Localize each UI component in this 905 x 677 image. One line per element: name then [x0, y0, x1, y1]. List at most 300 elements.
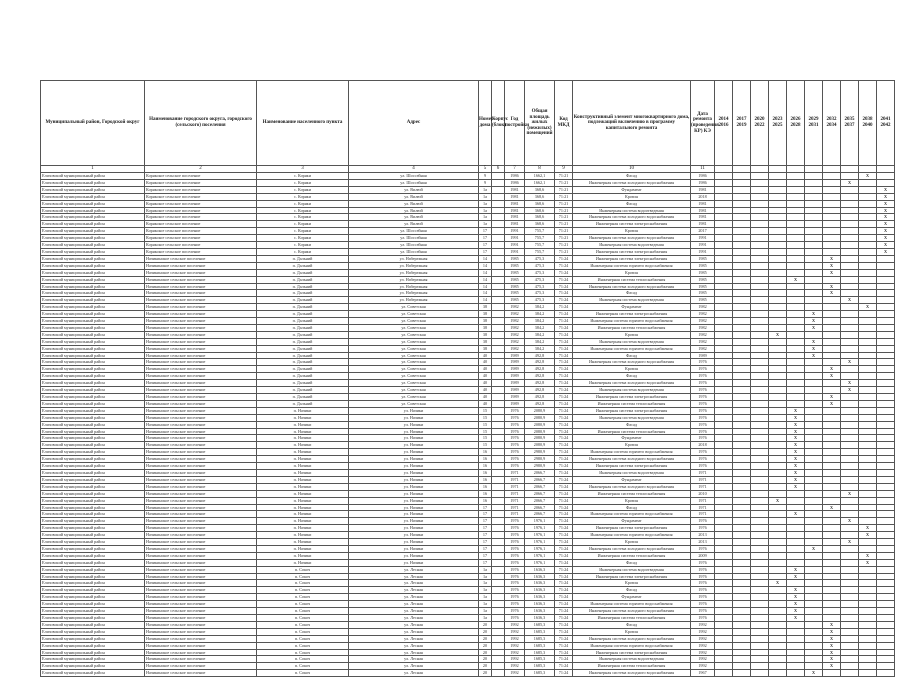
cell-municipality: Елизовский муниципальный район	[41, 380, 145, 387]
period-mark-3	[751, 483, 769, 490]
cell-locality: с. Коряки	[257, 214, 349, 221]
period-mark-1	[715, 504, 733, 511]
cell-last-repair-date: 1981	[691, 207, 715, 214]
cell-structural-element: Инженерная система горячего водоснабжения	[573, 511, 691, 518]
cell-locality: п. Дальний	[257, 338, 349, 345]
period-mark-5	[787, 635, 805, 642]
table-row	[41, 228, 895, 235]
cell-settlement: Начикинское сельское поселение	[145, 587, 257, 594]
cell-locality: п. Начики	[257, 539, 349, 546]
period-mark-1	[715, 573, 733, 580]
cell-locality: п. Сокоч	[257, 621, 349, 628]
cell-total-area: 1636,3	[525, 566, 555, 573]
period-mark-9	[859, 449, 877, 456]
period-mark-2	[733, 297, 751, 304]
period-mark-8	[841, 248, 859, 255]
period-mark-4	[769, 628, 787, 635]
cell-mkd-code: 71:21	[555, 173, 573, 180]
cell-total-area: 1685,3	[525, 663, 555, 670]
period-mark-1	[715, 552, 733, 559]
cell-house-number: 14	[479, 269, 492, 276]
cell-house-number: 17	[479, 532, 492, 539]
period-mark-6	[805, 566, 823, 573]
period-mark-7	[823, 331, 841, 338]
period-mark-3	[751, 352, 769, 359]
period-mark-6	[805, 235, 823, 242]
cell-structural-element: Инженерная система электроснабжения	[573, 573, 691, 580]
cell-locality: п. Дальний	[257, 394, 349, 401]
period-mark-7	[823, 587, 841, 594]
cell-structural-element: Инженерная система водоотведения	[573, 656, 691, 663]
period-mark-4	[769, 573, 787, 580]
period-mark-7	[823, 193, 841, 200]
period-mark-4	[769, 387, 787, 394]
cell-mkd-code: 71:21	[555, 214, 573, 221]
cell-municipality: Елизовский муниципальный район	[41, 663, 145, 670]
cell-last-repair-date: 1982	[691, 331, 715, 338]
cell-municipality: Елизовский муниципальный район	[41, 511, 145, 518]
period-mark-8	[841, 290, 859, 297]
cell-building	[492, 324, 505, 331]
period-mark-2	[733, 635, 751, 642]
period-mark-7	[823, 186, 841, 193]
period-mark-7	[823, 421, 841, 428]
period-mark-9	[859, 345, 877, 352]
period-mark-6: X	[805, 345, 823, 352]
period-mark-9	[859, 380, 877, 387]
cell-structural-element: Фасад	[573, 290, 691, 297]
cell-total-area: 368,6	[525, 214, 555, 221]
cell-address: ул. Начики	[349, 545, 479, 552]
period-mark-8	[841, 400, 859, 407]
cell-total-area: 368,6	[525, 200, 555, 207]
period-mark-10	[877, 366, 895, 373]
period-mark-6	[805, 373, 823, 380]
cell-municipality: Елизовский муниципальный район	[41, 193, 145, 200]
cell-year-built: 1971	[505, 476, 525, 483]
period-mark-8	[841, 525, 859, 532]
cell-total-area: 492,8	[525, 352, 555, 359]
period-mark-10	[877, 642, 895, 649]
period-mark-5: X	[787, 442, 805, 449]
cell-last-repair-date: 1976	[691, 407, 715, 414]
cell-year-built: 1989	[505, 352, 525, 359]
cell-municipality: Елизовский муниципальный район	[41, 242, 145, 249]
period-mark-4	[769, 435, 787, 442]
cell-year-built: 1976	[505, 601, 525, 608]
cell-locality: п. Сокоч	[257, 656, 349, 663]
period-mark-7: X	[823, 283, 841, 290]
cell-locality: п. Дальний	[257, 283, 349, 290]
cell-settlement: Начикинское сельское поселение	[145, 324, 257, 331]
cell-address: ул. Лесная	[349, 573, 479, 580]
period-mark-7	[823, 442, 841, 449]
period-mark-1	[715, 476, 733, 483]
cell-address: ул. Лесная	[349, 566, 479, 573]
cell-municipality: Елизовский муниципальный район	[41, 449, 145, 456]
cell-settlement: Корякское сельское поселение	[145, 214, 257, 221]
period-mark-3	[751, 594, 769, 601]
period-mark-1	[715, 580, 733, 587]
period-mark-7	[823, 311, 841, 318]
cell-mkd-code: 71:21	[555, 221, 573, 228]
cell-locality: п. Дальний	[257, 345, 349, 352]
period-mark-10	[877, 476, 895, 483]
table-row	[41, 221, 895, 228]
table-row	[41, 442, 895, 449]
period-mark-4	[769, 456, 787, 463]
cell-total-area: 492,8	[525, 373, 555, 380]
table-row	[41, 242, 895, 249]
period-mark-7	[823, 359, 841, 366]
cell-mkd-code: 71:21	[555, 179, 573, 186]
period-mark-5: X	[787, 594, 805, 601]
period-mark-7	[823, 428, 841, 435]
period-mark-2	[733, 566, 751, 573]
cell-last-repair-date: 1982	[691, 318, 715, 325]
cell-last-repair-date: 1992	[691, 635, 715, 642]
period-mark-2	[733, 394, 751, 401]
cell-locality: п. Дальний	[257, 262, 349, 269]
period-mark-1	[715, 345, 733, 352]
cell-municipality: Елизовский муниципальный район	[41, 601, 145, 608]
period-mark-7	[823, 248, 841, 255]
period-mark-3	[751, 242, 769, 249]
cell-house-number: 17	[479, 518, 492, 525]
header-period-6: 2029 2031	[805, 81, 823, 166]
cell-locality: п. Начики	[257, 435, 349, 442]
column-number	[769, 166, 787, 173]
cell-last-repair-date: 1992	[691, 649, 715, 656]
cell-year-built: 1991	[505, 228, 525, 235]
period-mark-2	[733, 331, 751, 338]
period-mark-3	[751, 186, 769, 193]
cell-address: ул. Советская	[349, 338, 479, 345]
period-mark-1	[715, 311, 733, 318]
cell-mkd-code: 71:24	[555, 456, 573, 463]
period-mark-5: X	[787, 449, 805, 456]
period-mark-6	[805, 297, 823, 304]
column-number: 11	[691, 166, 715, 173]
cell-locality: п. Дальний	[257, 324, 349, 331]
period-mark-5	[787, 214, 805, 221]
period-mark-5	[787, 552, 805, 559]
cell-house-number: 1а	[479, 587, 492, 594]
cell-mkd-code: 71:24	[555, 511, 573, 518]
period-mark-1	[715, 566, 733, 573]
cell-settlement: Начикинское сельское поселение	[145, 380, 257, 387]
cell-year-built: 1992	[505, 649, 525, 656]
period-mark-7: X	[823, 269, 841, 276]
period-mark-6	[805, 242, 823, 249]
cell-total-area: 384,2	[525, 338, 555, 345]
period-mark-5	[787, 173, 805, 180]
cell-mkd-code: 71:24	[555, 635, 573, 642]
cell-house-number: 20	[479, 649, 492, 656]
cell-house-number: 40	[479, 373, 492, 380]
cell-house-number: 14	[479, 290, 492, 297]
table-row	[41, 449, 895, 456]
cell-locality: п. Дальний	[257, 387, 349, 394]
cell-building	[492, 400, 505, 407]
cell-mkd-code: 71:24	[555, 476, 573, 483]
cell-year-built: 1992	[505, 663, 525, 670]
period-mark-8	[841, 283, 859, 290]
cell-structural-element: Инженерная система горячего водоснабжения	[573, 345, 691, 352]
period-mark-1	[715, 483, 733, 490]
period-mark-8	[841, 580, 859, 587]
cell-address: ул. Начики	[349, 483, 479, 490]
cell-mkd-code: 71:24	[555, 656, 573, 663]
cell-municipality: Елизовский муниципальный район	[41, 228, 145, 235]
cell-year-built: 1981	[505, 200, 525, 207]
column-number: 10	[573, 166, 691, 173]
period-mark-1	[715, 331, 733, 338]
period-mark-6	[805, 580, 823, 587]
cell-locality: п. Начики	[257, 469, 349, 476]
period-mark-1	[715, 228, 733, 235]
cell-address: ул. Лесная	[349, 621, 479, 628]
period-mark-4	[769, 649, 787, 656]
cell-address: ул. Лесная	[349, 649, 479, 656]
period-mark-5	[787, 518, 805, 525]
period-mark-3	[751, 387, 769, 394]
table-row	[41, 490, 895, 497]
cell-structural-element: Инженерная система водоотведения	[573, 387, 691, 394]
period-mark-7: X	[823, 649, 841, 656]
period-mark-2	[733, 539, 751, 546]
cell-house-number: 20	[479, 635, 492, 642]
cell-address: ул. Начики	[349, 497, 479, 504]
period-mark-3	[751, 628, 769, 635]
period-mark-5	[787, 235, 805, 242]
period-mark-3	[751, 525, 769, 532]
period-mark-10	[877, 283, 895, 290]
cell-last-repair-date: 1981	[691, 214, 715, 221]
cell-address: ул. Набережная	[349, 290, 479, 297]
column-number: 6	[492, 166, 505, 173]
cell-mkd-code: 71:24	[555, 587, 573, 594]
period-mark-5	[787, 269, 805, 276]
cell-last-repair-date: 2018	[691, 442, 715, 449]
period-mark-1	[715, 601, 733, 608]
period-mark-1	[715, 628, 733, 635]
cell-mkd-code: 71:24	[555, 670, 573, 677]
cell-total-area: 1976,1	[525, 525, 555, 532]
cell-total-area: 1636,3	[525, 615, 555, 622]
period-mark-8: X	[841, 539, 859, 546]
cell-house-number: 1а	[479, 207, 492, 214]
period-mark-3	[751, 615, 769, 622]
cell-address: ул. Начики	[349, 490, 479, 497]
cell-structural-element: Инженерная система холодного водоснабжения	[573, 380, 691, 387]
period-mark-7	[823, 304, 841, 311]
cell-total-area: 2980,9	[525, 463, 555, 470]
period-mark-6	[805, 193, 823, 200]
period-mark-2	[733, 207, 751, 214]
period-mark-3	[751, 248, 769, 255]
period-mark-6	[805, 476, 823, 483]
cell-locality: п. Сокоч	[257, 649, 349, 656]
cell-structural-element: Инженерная система горячего водоснабжения	[573, 262, 691, 269]
period-mark-6	[805, 490, 823, 497]
cell-building	[492, 442, 505, 449]
period-mark-8	[841, 311, 859, 318]
period-mark-5	[787, 193, 805, 200]
period-mark-9	[859, 387, 877, 394]
cell-locality: п. Дальний	[257, 304, 349, 311]
period-mark-1	[715, 539, 733, 546]
cell-settlement: Начикинское сельское поселение	[145, 483, 257, 490]
cell-year-built: 1985	[505, 269, 525, 276]
cell-building	[492, 539, 505, 546]
period-mark-1	[715, 559, 733, 566]
table-row	[41, 539, 895, 546]
cell-year-built: 1971	[505, 504, 525, 511]
cell-total-area: 492,8	[525, 366, 555, 373]
period-mark-5	[787, 186, 805, 193]
cell-building	[492, 545, 505, 552]
period-mark-9	[859, 601, 877, 608]
cell-building	[492, 221, 505, 228]
period-mark-7: X	[823, 628, 841, 635]
cell-settlement: Начикинское сельское поселение	[145, 670, 257, 677]
cell-mkd-code: 71:24	[555, 552, 573, 559]
period-mark-10	[877, 628, 895, 635]
cell-house-number: 38	[479, 331, 492, 338]
cell-settlement: Начикинское сельское поселение	[145, 525, 257, 532]
period-mark-5	[787, 359, 805, 366]
cell-address: ул. Набережная	[349, 269, 479, 276]
period-mark-1	[715, 297, 733, 304]
header-structural-element: Конструктивный элемент многоквартирного дома, подлежащий включению в программу капитального ремонта	[573, 81, 691, 166]
cell-structural-element: Фасад	[573, 421, 691, 428]
period-mark-1	[715, 262, 733, 269]
cell-total-area: 1685,3	[525, 621, 555, 628]
cell-structural-element: Инженерная система электроснабжения	[573, 649, 691, 656]
period-mark-2	[733, 200, 751, 207]
cell-address: ул. Советская	[349, 366, 479, 373]
cell-house-number: 1а	[479, 608, 492, 615]
period-mark-2	[733, 380, 751, 387]
spreadsheet-page	[40, 80, 894, 677]
cell-mkd-code: 71:24	[555, 580, 573, 587]
cell-structural-element: Инженерная система холодного водоснабжения	[573, 545, 691, 552]
period-mark-1	[715, 200, 733, 207]
cell-year-built: 1989	[505, 380, 525, 387]
cell-building	[492, 373, 505, 380]
cell-year-built: 1981	[505, 186, 525, 193]
period-mark-1	[715, 656, 733, 663]
cell-house-number: 16	[479, 469, 492, 476]
cell-mkd-code: 71:21	[555, 186, 573, 193]
cell-house-number: 16	[479, 476, 492, 483]
cell-total-area: 1636,3	[525, 601, 555, 608]
cell-locality: п. Начики	[257, 414, 349, 421]
period-mark-5: X	[787, 276, 805, 283]
period-mark-1	[715, 283, 733, 290]
period-mark-4: X	[769, 497, 787, 504]
period-mark-10	[877, 442, 895, 449]
period-mark-9	[859, 642, 877, 649]
cell-locality: п. Дальний	[257, 400, 349, 407]
cell-year-built: 1985	[505, 276, 525, 283]
cell-locality: п. Сокоч	[257, 628, 349, 635]
period-mark-4	[769, 373, 787, 380]
period-mark-5: X	[787, 587, 805, 594]
cell-building	[492, 497, 505, 504]
period-mark-1	[715, 525, 733, 532]
period-mark-4	[769, 469, 787, 476]
period-mark-5	[787, 221, 805, 228]
cell-last-repair-date: 1992	[691, 663, 715, 670]
period-mark-2	[733, 559, 751, 566]
cell-settlement: Начикинское сельское поселение	[145, 290, 257, 297]
period-mark-2	[733, 525, 751, 532]
period-mark-4	[769, 587, 787, 594]
cell-structural-element: Фасад	[573, 587, 691, 594]
cell-total-area: 475,3	[525, 290, 555, 297]
cell-building	[492, 594, 505, 601]
column-number	[805, 166, 823, 173]
table-row	[41, 635, 895, 642]
period-mark-10	[877, 663, 895, 670]
period-mark-7	[823, 221, 841, 228]
cell-building	[492, 421, 505, 428]
period-mark-7	[823, 552, 841, 559]
cell-address: ул. Советская	[349, 345, 479, 352]
table-row	[41, 594, 895, 601]
period-mark-6	[805, 394, 823, 401]
cell-building	[492, 642, 505, 649]
period-mark-4	[769, 608, 787, 615]
period-mark-1	[715, 214, 733, 221]
period-mark-1	[715, 221, 733, 228]
period-mark-10	[877, 621, 895, 628]
cell-building	[492, 207, 505, 214]
period-mark-4	[769, 442, 787, 449]
table-row	[41, 207, 895, 214]
period-mark-3	[751, 407, 769, 414]
period-mark-8	[841, 255, 859, 262]
cell-structural-element: Фундамент	[573, 186, 691, 193]
cell-total-area: 2080,9	[525, 428, 555, 435]
period-mark-10	[877, 497, 895, 504]
cell-house-number: 20	[479, 670, 492, 677]
table-row	[41, 255, 895, 262]
period-mark-6	[805, 483, 823, 490]
period-mark-7	[823, 435, 841, 442]
period-mark-6	[805, 262, 823, 269]
period-mark-3	[751, 518, 769, 525]
cell-mkd-code: 71:24	[555, 449, 573, 456]
cell-locality: п. Сокоч	[257, 663, 349, 670]
period-mark-5: X	[787, 456, 805, 463]
column-number	[877, 166, 895, 173]
cell-structural-element: Инженерная система холодного водоснабжения	[573, 456, 691, 463]
period-mark-1	[715, 545, 733, 552]
cell-municipality: Елизовский муниципальный район	[41, 414, 145, 421]
cell-structural-element: Инженерная система холодного водоснабжения	[573, 608, 691, 615]
period-mark-7	[823, 490, 841, 497]
cell-locality: с. Коряки	[257, 228, 349, 235]
period-mark-2	[733, 435, 751, 442]
period-mark-9	[859, 269, 877, 276]
period-mark-7: X	[823, 400, 841, 407]
period-mark-9	[859, 359, 877, 366]
period-mark-8	[841, 269, 859, 276]
cell-year-built: 1991	[505, 242, 525, 249]
